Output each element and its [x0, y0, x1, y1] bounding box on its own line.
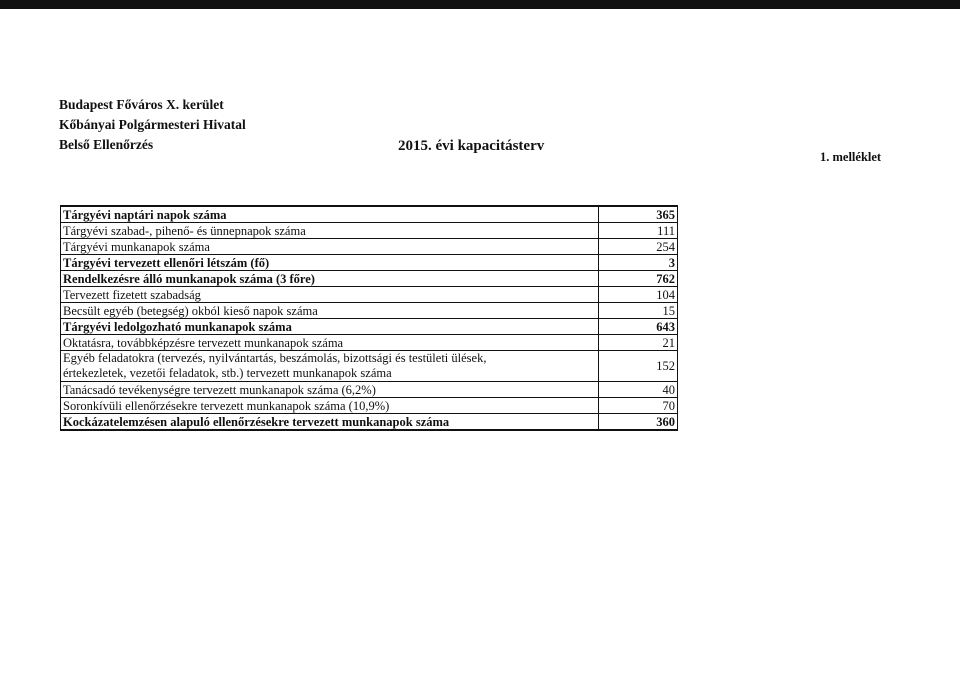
row-label: Kockázatelemzésen alapuló ellenőrzésekre tervezett munkanapok száma — [61, 414, 599, 431]
table-row — [61, 223, 678, 239]
row-label — [61, 351, 599, 382]
table-row — [61, 287, 678, 303]
table-row — [61, 239, 678, 255]
table-row — [61, 255, 678, 271]
row-value: 111 — [598, 223, 677, 239]
row-label: Rendelkezésre álló munkanapok száma (3 főre) — [61, 271, 599, 287]
row-value: 15 — [598, 303, 677, 319]
row-label: Tárgyévi munkanapok száma — [61, 239, 599, 255]
table-row — [61, 206, 678, 223]
organization-header — [59, 95, 246, 155]
row-label: Oktatásra, továbbképzésre tervezett munkanapok száma — [61, 335, 599, 351]
capacity-table — [60, 205, 678, 431]
row-label: Becsült egyéb (betegség) okból kieső napok száma — [61, 303, 599, 319]
annex-label: 1. melléklet — [820, 150, 882, 164]
row-value: 152 — [598, 351, 677, 382]
row-value: 643 — [598, 319, 677, 335]
table-row — [61, 382, 678, 398]
table-row — [61, 303, 678, 319]
row-label: Tárgyévi szabad-, pihenő- és ünnepnapok száma — [61, 223, 599, 239]
row-value: 365 — [598, 206, 677, 223]
document-title: 2015. évi kapacitásterv — [398, 138, 545, 154]
row-label: Tervezett fizetett szabadság — [61, 287, 599, 303]
row-value: 3 — [598, 255, 677, 271]
top-border-bar — [0, 0, 960, 9]
row-label: Soronkívüli ellenőrzésekre tervezett munkanapok száma (10,9%) — [61, 398, 599, 414]
row-value: 360 — [598, 414, 677, 431]
row-value: 21 — [598, 335, 677, 351]
row-value: 762 — [598, 271, 677, 287]
org-line-department: Belső Ellenőrzés — [59, 137, 154, 152]
table-row — [61, 271, 678, 287]
row-value: 70 — [598, 398, 677, 414]
row-label-line: Egyéb feladatokra (tervezés, nyilvántartás, beszámolás, bizottsági és testületi ülések, — [63, 351, 487, 365]
table-row — [61, 351, 678, 382]
row-label: Tárgyévi ledolgozható munkanapok száma — [61, 319, 599, 335]
row-value: 40 — [598, 382, 677, 398]
row-label: Tanácsadó tevékenységre tervezett munkanapok száma (6,2%) — [61, 382, 599, 398]
row-label: Tárgyévi naptári napok száma — [61, 206, 599, 223]
org-line-office: Kőbányai Polgármesteri Hivatal — [59, 117, 246, 132]
table-row — [61, 414, 678, 431]
table-row — [61, 398, 678, 414]
row-label: Tárgyévi tervezett ellenőri létszám (fő) — [61, 255, 599, 271]
table-row — [61, 335, 678, 351]
row-value: 254 — [598, 239, 677, 255]
org-line-city: Budapest Főváros X. kerület — [59, 97, 224, 112]
row-value: 104 — [598, 287, 677, 303]
table-row — [61, 319, 678, 335]
row-label-line: értekezletek, vezetői feladatok, stb.) tervezett munkanapok száma — [63, 366, 392, 380]
